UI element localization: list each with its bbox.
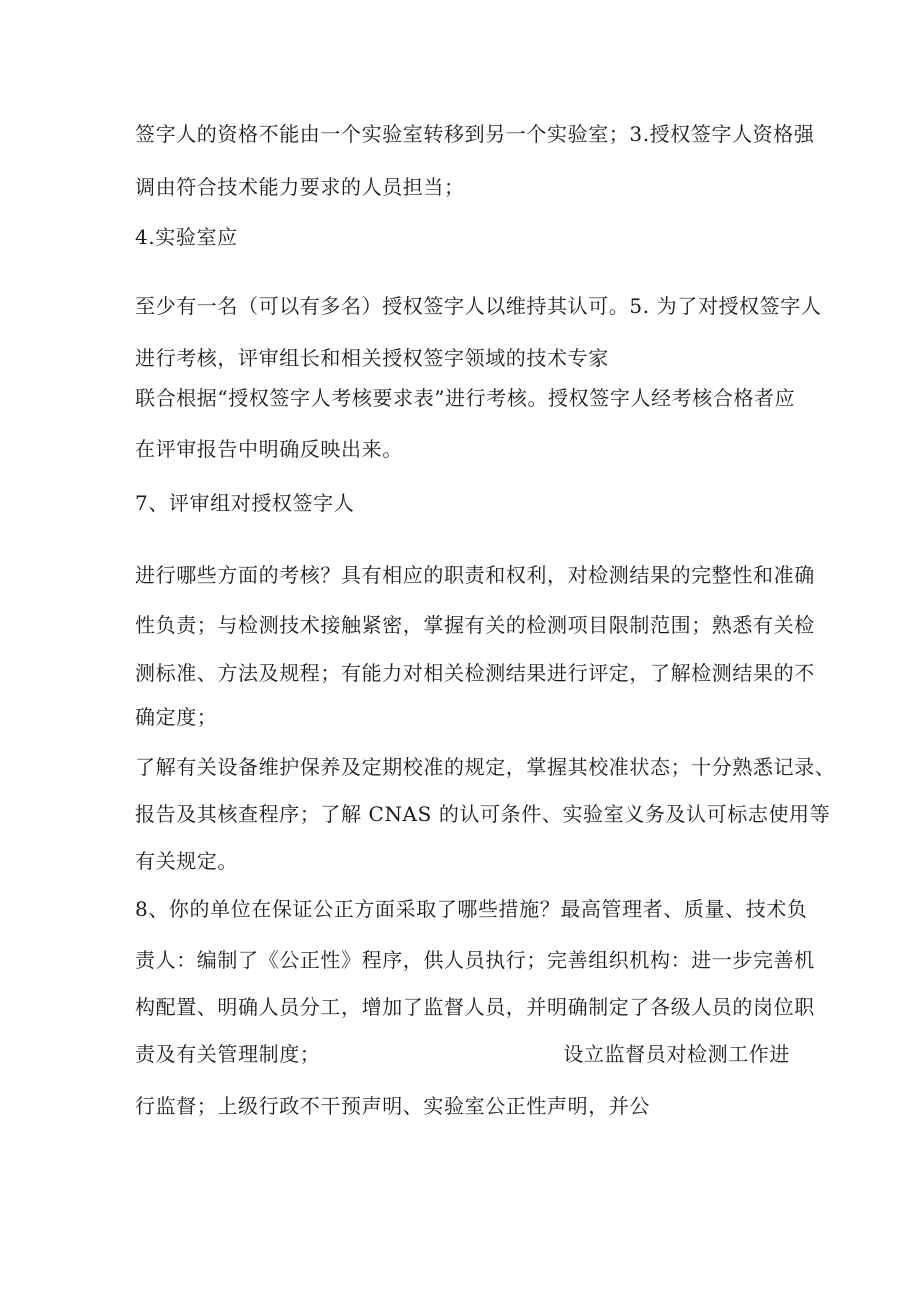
text-line-14: 报告及其核查程序；了解 CNAS 的认可条件、实验室义务及认可标志使用等 bbox=[135, 802, 831, 826]
text-line-17: 责人：编制了《公正性》程序，供人员执行；完善组织机构：进一步完善机 bbox=[135, 948, 815, 972]
text-line-9: 进行哪些方面的考核？具有相应的职责和权利，对检测结果的完整性和准确 bbox=[135, 563, 815, 587]
text-line-5: 进行考核，评审组长和相关授权签字领域的技术专家 bbox=[135, 346, 609, 370]
text-line-10: 性负责；与检测技术接触紧密，掌握有关的检测项目限制范围；熟悉有关检 bbox=[135, 613, 815, 637]
text-line-2: 调由符合技术能力要求的人员担当； bbox=[135, 175, 465, 199]
text-line-20: 行监督；上级行政不干预声明、实验室公正性声明，并公 bbox=[135, 1094, 650, 1118]
text-line-15: 有关规定。 bbox=[135, 849, 238, 873]
text-line-6: 联合根据“授权签字人考核要求表”进行考核。授权签字人经考核合格者应 bbox=[135, 386, 796, 410]
text-line-8: 7、评审组对授权签字人 bbox=[135, 491, 355, 515]
text-line-3: 4.实验室应 bbox=[135, 225, 238, 249]
text-line-13: 了解有关设备维护保养及定期校准的规定，掌握其校准状态；十分熟悉记录、 bbox=[135, 755, 836, 779]
text-line-16: 8、你的单位在保证公正方面采取了哪些措施？最高管理者、质量、技术负 bbox=[135, 897, 808, 921]
text-line-19-left: 责及有关管理制度； bbox=[135, 1042, 321, 1066]
text-line-19 bbox=[135, 1040, 790, 1068]
text-line-19-right: 设立监督员对检测工作进 bbox=[563, 1042, 790, 1066]
text-line-11: 测标准、方法及规程；有能力对相关检测结果进行评定，了解检测结果的不 bbox=[135, 661, 815, 685]
text-line-4: 至少有一名（可以有多名）授权签字人以维持其认可。5. 为了对授权签字人 bbox=[135, 294, 822, 318]
text-line-7: 在评审报告中明确反映出来。 bbox=[135, 437, 403, 461]
text-line-18: 构配置、明确人员分工，增加了监督人员，并明确制定了各级人员的岗位职 bbox=[135, 995, 815, 1019]
text-line-12: 确定度； bbox=[135, 705, 218, 729]
text-line-1: 签字人的资格不能由一个实验室转移到另一个实验室；3.授权签字人资格强 bbox=[135, 122, 815, 146]
